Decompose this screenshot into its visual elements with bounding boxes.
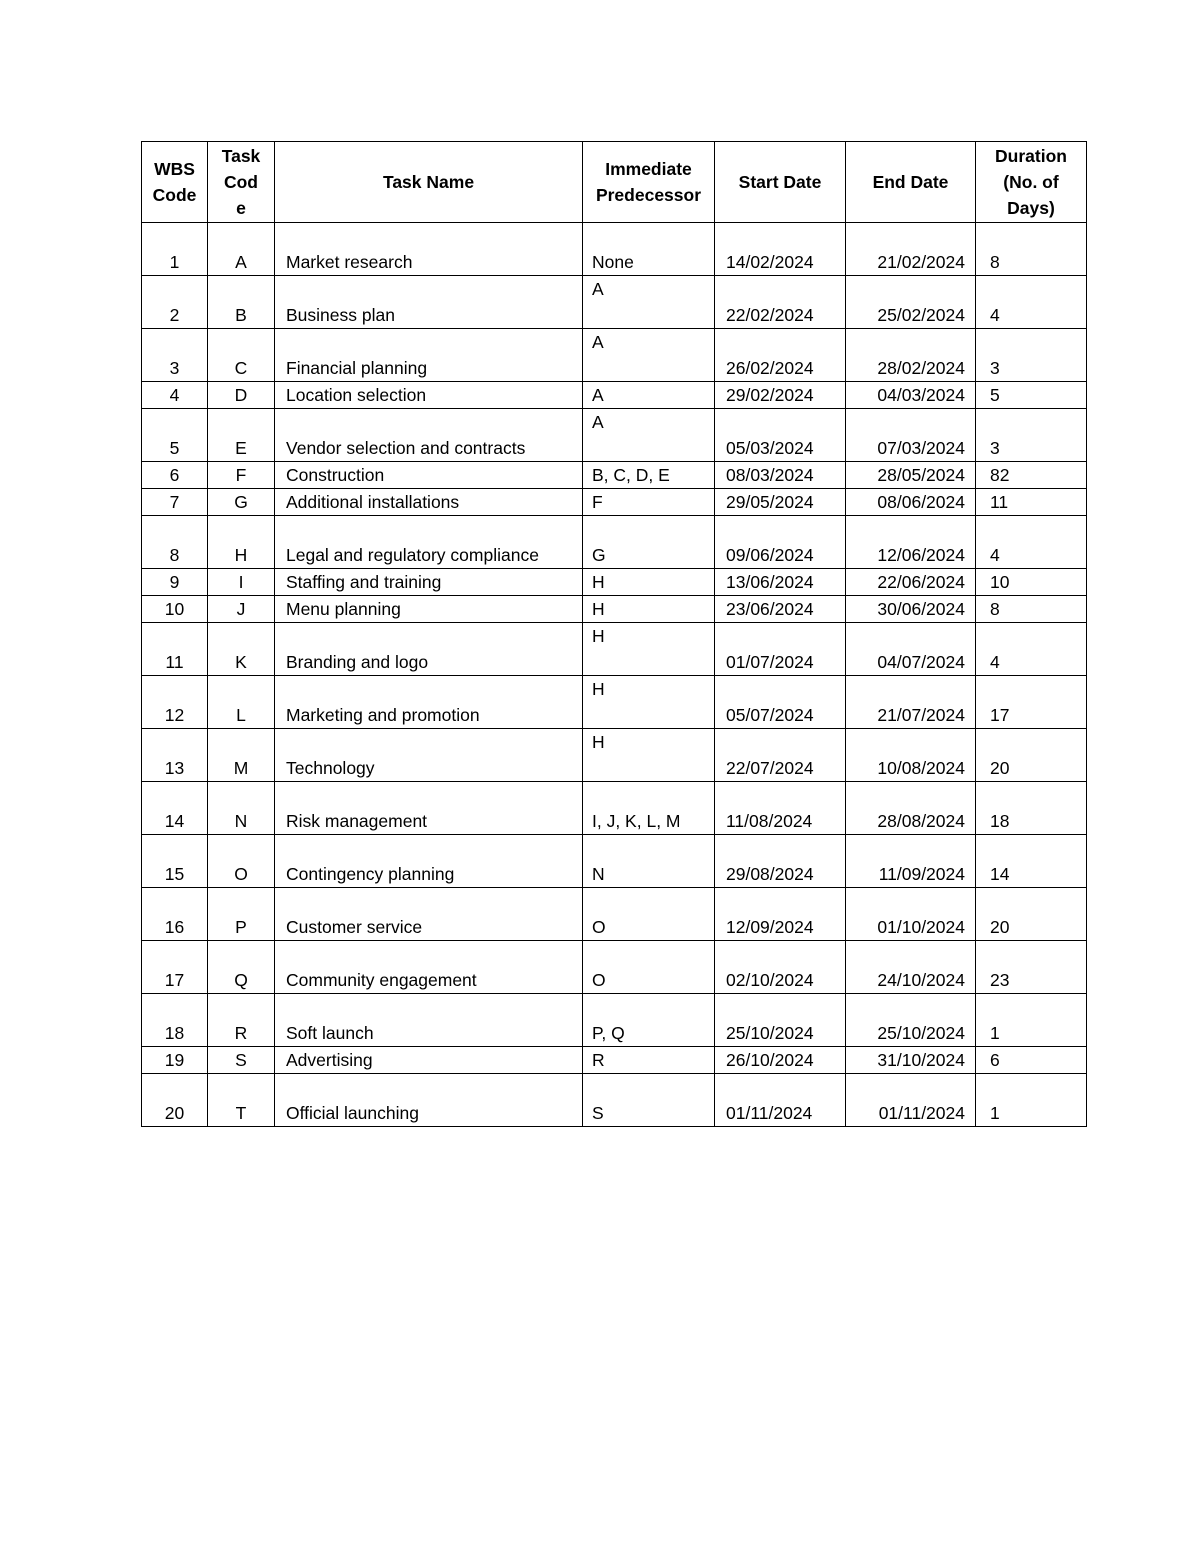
table-row	[142, 623, 1087, 676]
start-date-text: 29/08/2024	[726, 864, 814, 884]
header-immediate-predecessor: Immediate Predecessor	[583, 142, 715, 223]
table-row	[142, 409, 1087, 462]
end-date-cell: 04/03/2024	[846, 382, 976, 409]
end-date-cell: 28/02/2024	[846, 329, 976, 382]
end-date-cell: 30/06/2024	[846, 596, 976, 623]
start-date-cell	[715, 729, 846, 782]
predecessor-cell: A	[583, 382, 715, 409]
wbs-code-cell: 11	[142, 623, 208, 676]
end-date-cell: 31/10/2024	[846, 1047, 976, 1074]
task-code-cell: L	[208, 676, 275, 729]
table-row	[142, 462, 1087, 489]
task-name-cell: Marketing and promotion	[275, 676, 583, 729]
wbs-code-cell: 20	[142, 1074, 208, 1127]
start-date-cell	[715, 676, 846, 729]
table-row	[142, 941, 1087, 994]
end-date-cell: 21/02/2024	[846, 223, 976, 276]
table-row	[142, 489, 1087, 516]
task-code-cell: A	[208, 223, 275, 276]
task-code-cell: K	[208, 623, 275, 676]
task-name-cell: Branding and logo	[275, 623, 583, 676]
end-date-cell: 22/06/2024	[846, 569, 976, 596]
end-date-cell: 25/02/2024	[846, 276, 976, 329]
task-code-cell: E	[208, 409, 275, 462]
predecessor-cell: None	[583, 223, 715, 276]
header-end-date: End Date	[846, 142, 976, 223]
table-row	[142, 1074, 1087, 1127]
start-date-cell	[715, 223, 846, 276]
duration-cell: 8	[976, 223, 1087, 276]
duration-cell: 14	[976, 835, 1087, 888]
table-row	[142, 835, 1087, 888]
start-date-cell	[715, 888, 846, 941]
duration-cell: 18	[976, 782, 1087, 835]
end-date-cell: 01/11/2024	[846, 1074, 976, 1127]
task-code-cell: B	[208, 276, 275, 329]
predecessor-cell: I, J, K, L, M	[583, 782, 715, 835]
table-row	[142, 223, 1087, 276]
task-name-cell: Business plan	[275, 276, 583, 329]
task-name-cell: Vendor selection and contracts	[275, 409, 583, 462]
task-name-cell: Advertising	[275, 1047, 583, 1074]
predecessor-cell: A	[583, 276, 715, 329]
table-row	[142, 382, 1087, 409]
start-date-cell: 29/02/2024	[715, 382, 846, 409]
duration-cell: 23	[976, 941, 1087, 994]
task-code-cell: S	[208, 1047, 275, 1074]
wbs-code-cell: 14	[142, 782, 208, 835]
table-row	[142, 782, 1087, 835]
wbs-code-cell: 8	[142, 516, 208, 569]
task-code-cell: C	[208, 329, 275, 382]
duration-cell: 1	[976, 1074, 1087, 1127]
start-date-cell	[715, 1074, 846, 1127]
start-date-text: 22/02/2024	[726, 305, 814, 325]
predecessor-cell: S	[583, 1074, 715, 1127]
header-task-name: Task Name	[275, 142, 583, 223]
task-code-cell: R	[208, 994, 275, 1047]
header-start-date: Start Date	[715, 142, 846, 223]
task-name-cell: Staffing and training	[275, 569, 583, 596]
start-date-text: 12/09/2024	[726, 917, 814, 937]
duration-cell: 5	[976, 382, 1087, 409]
predecessor-cell: H	[583, 569, 715, 596]
task-name-cell: Technology	[275, 729, 583, 782]
start-date-cell: 08/03/2024	[715, 462, 846, 489]
duration-cell: 4	[976, 516, 1087, 569]
task-code-cell: G	[208, 489, 275, 516]
task-code-cell: J	[208, 596, 275, 623]
duration-cell: 20	[976, 888, 1087, 941]
wbs-code-cell: 15	[142, 835, 208, 888]
start-date-text: 05/03/2024	[726, 438, 814, 458]
task-name-cell: Menu planning	[275, 596, 583, 623]
task-code-cell: M	[208, 729, 275, 782]
start-date-text: 01/11/2024	[726, 1103, 813, 1123]
duration-cell: 3	[976, 329, 1087, 382]
wbs-code-cell: 19	[142, 1047, 208, 1074]
predecessor-cell: O	[583, 941, 715, 994]
table-row	[142, 994, 1087, 1047]
predecessor-cell: H	[583, 676, 715, 729]
start-date-cell	[715, 941, 846, 994]
predecessor-cell: B, C, D, E	[583, 462, 715, 489]
task-name-cell: Financial planning	[275, 329, 583, 382]
duration-cell: 8	[976, 596, 1087, 623]
start-date-cell: 23/06/2024	[715, 596, 846, 623]
wbs-code-cell: 6	[142, 462, 208, 489]
task-code-cell: I	[208, 569, 275, 596]
predecessor-cell: P, Q	[583, 994, 715, 1047]
end-date-cell: 04/07/2024	[846, 623, 976, 676]
task-name-cell: Risk management	[275, 782, 583, 835]
wbs-code-cell: 2	[142, 276, 208, 329]
table-row	[142, 596, 1087, 623]
wbs-code-cell: 12	[142, 676, 208, 729]
wbs-code-cell: 17	[142, 941, 208, 994]
duration-cell: 4	[976, 623, 1087, 676]
task-code-cell: Q	[208, 941, 275, 994]
start-date-text: 11/08/2024	[726, 811, 813, 831]
predecessor-cell: H	[583, 623, 715, 676]
start-date-text: 01/07/2024	[726, 652, 814, 672]
task-name-cell: Market research	[275, 223, 583, 276]
duration-cell: 10	[976, 569, 1087, 596]
duration-cell: 82	[976, 462, 1087, 489]
wbs-code-cell: 18	[142, 994, 208, 1047]
predecessor-cell: A	[583, 409, 715, 462]
predecessor-cell: N	[583, 835, 715, 888]
table-row	[142, 676, 1087, 729]
duration-cell: 17	[976, 676, 1087, 729]
start-date-cell: 29/05/2024	[715, 489, 846, 516]
end-date-cell: 24/10/2024	[846, 941, 976, 994]
duration-cell: 6	[976, 1047, 1087, 1074]
wbs-code-cell: 16	[142, 888, 208, 941]
task-name-cell: Additional installations	[275, 489, 583, 516]
table-row	[142, 729, 1087, 782]
task-name-cell: Official launching	[275, 1074, 583, 1127]
end-date-cell: 01/10/2024	[846, 888, 976, 941]
predecessor-cell: O	[583, 888, 715, 941]
end-date-cell: 21/07/2024	[846, 676, 976, 729]
task-name-cell: Community engagement	[275, 941, 583, 994]
start-date-cell	[715, 329, 846, 382]
task-name-cell: Legal and regulatory compliance	[275, 516, 583, 569]
predecessor-cell: H	[583, 596, 715, 623]
end-date-cell: 28/05/2024	[846, 462, 976, 489]
wbs-task-table	[141, 141, 1087, 1127]
table-row	[142, 569, 1087, 596]
start-date-cell	[715, 276, 846, 329]
start-date-text: 02/10/2024	[726, 970, 814, 990]
end-date-cell: 12/06/2024	[846, 516, 976, 569]
duration-cell: 11	[976, 489, 1087, 516]
header-duration: Duration (No. of Days)	[976, 142, 1087, 223]
header-task-code: Task Code	[208, 142, 275, 223]
start-date-cell	[715, 994, 846, 1047]
wbs-code-cell: 5	[142, 409, 208, 462]
end-date-cell: 28/08/2024	[846, 782, 976, 835]
end-date-cell: 10/08/2024	[846, 729, 976, 782]
duration-cell: 1	[976, 994, 1087, 1047]
task-code-cell: F	[208, 462, 275, 489]
start-date-cell	[715, 409, 846, 462]
wbs-code-cell: 10	[142, 596, 208, 623]
start-date-cell	[715, 516, 846, 569]
task-code-cell: N	[208, 782, 275, 835]
start-date-text: 26/02/2024	[726, 358, 814, 378]
wbs-code-cell: 3	[142, 329, 208, 382]
wbs-code-cell: 4	[142, 382, 208, 409]
task-name-cell: Construction	[275, 462, 583, 489]
end-date-cell: 08/06/2024	[846, 489, 976, 516]
table-row	[142, 329, 1087, 382]
task-name-cell: Location selection	[275, 382, 583, 409]
start-date-cell	[715, 623, 846, 676]
predecessor-cell: R	[583, 1047, 715, 1074]
start-date-cell: 13/06/2024	[715, 569, 846, 596]
start-date-cell	[715, 782, 846, 835]
predecessor-cell: H	[583, 729, 715, 782]
end-date-cell: 25/10/2024	[846, 994, 976, 1047]
end-date-cell: 07/03/2024	[846, 409, 976, 462]
header-wbs-code: WBS Code	[142, 142, 208, 223]
duration-cell: 20	[976, 729, 1087, 782]
task-name-cell: Contingency planning	[275, 835, 583, 888]
table-header-row	[142, 142, 1087, 223]
table-row	[142, 276, 1087, 329]
start-date-text: 05/07/2024	[726, 705, 814, 725]
end-date-cell: 11/09/2024	[846, 835, 976, 888]
start-date-text: 22/07/2024	[726, 758, 814, 778]
start-date-cell: 26/10/2024	[715, 1047, 846, 1074]
table-body	[142, 223, 1087, 1127]
task-code-cell: H	[208, 516, 275, 569]
duration-cell: 3	[976, 409, 1087, 462]
start-date-text: 14/02/2024	[726, 252, 814, 272]
predecessor-cell: G	[583, 516, 715, 569]
wbs-code-cell: 7	[142, 489, 208, 516]
start-date-cell	[715, 835, 846, 888]
duration-cell: 4	[976, 276, 1087, 329]
task-code-cell: P	[208, 888, 275, 941]
task-code-cell: O	[208, 835, 275, 888]
wbs-code-cell: 1	[142, 223, 208, 276]
predecessor-cell: F	[583, 489, 715, 516]
wbs-code-cell: 13	[142, 729, 208, 782]
task-code-cell: T	[208, 1074, 275, 1127]
table-row	[142, 1047, 1087, 1074]
table-row	[142, 888, 1087, 941]
start-date-text: 25/10/2024	[726, 1023, 814, 1043]
task-name-cell: Soft launch	[275, 994, 583, 1047]
task-code-cell: D	[208, 382, 275, 409]
table-row	[142, 516, 1087, 569]
wbs-code-cell: 9	[142, 569, 208, 596]
predecessor-cell: A	[583, 329, 715, 382]
start-date-text: 09/06/2024	[726, 545, 814, 565]
task-name-cell: Customer service	[275, 888, 583, 941]
